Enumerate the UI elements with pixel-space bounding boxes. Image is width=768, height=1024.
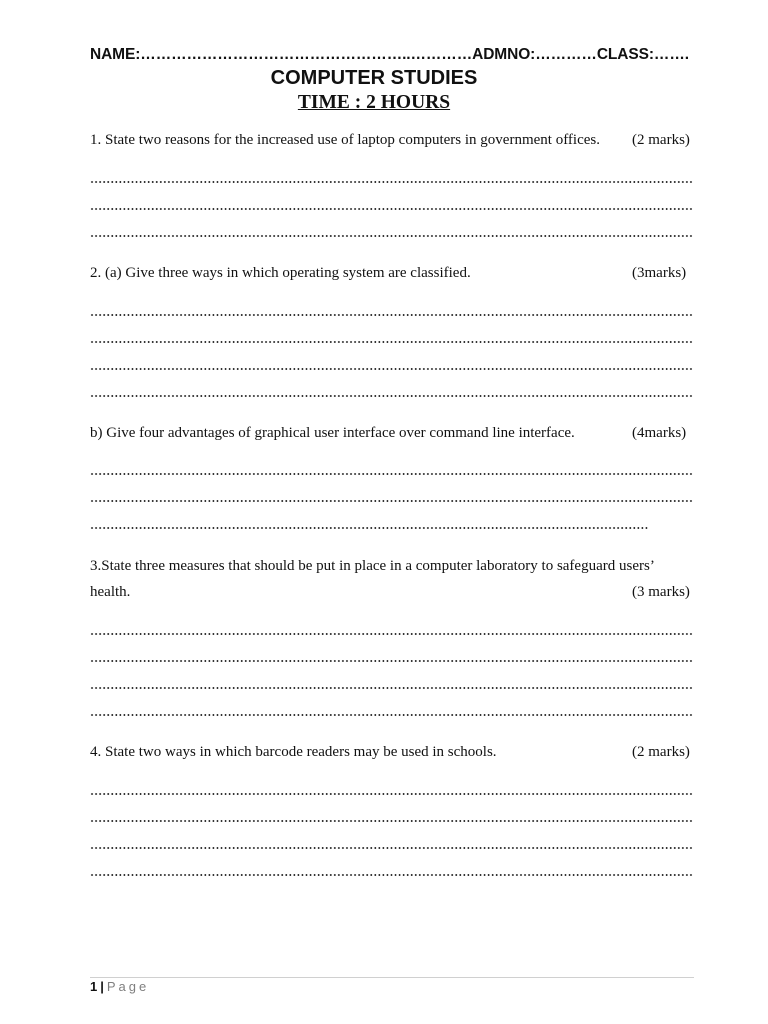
- question-2a: [90, 260, 692, 286]
- answer-line[interactable]: [90, 395, 693, 397]
- student-details-line: NAME:……………………………………………..…………ADMNO:…………CLASS:…….: [90, 46, 689, 63]
- answer-line[interactable]: [90, 660, 693, 662]
- question-2b: [90, 420, 692, 446]
- question-text: b) Give four advantages of graphical user interface over command line interface.: [90, 425, 575, 441]
- footer-separator: |: [100, 979, 104, 994]
- answer-line[interactable]: [90, 208, 693, 210]
- question-3-continued: [90, 579, 692, 605]
- question-marks: (2 marks): [632, 132, 690, 148]
- question-marks: (3 marks): [632, 584, 690, 600]
- question-4: [90, 739, 692, 765]
- page-footer: [90, 979, 149, 994]
- answer-line[interactable]: [90, 235, 693, 237]
- answer-line[interactable]: [90, 793, 693, 795]
- question-text: 2. (a) Give three ways in which operating system are classified.: [90, 265, 471, 281]
- answer-line[interactable]: [90, 874, 693, 876]
- page-label: Page: [106, 979, 150, 994]
- question-marks: (4marks): [632, 425, 687, 441]
- question-text: 4. State two ways in which barcode readers may be used in schools.: [90, 744, 497, 760]
- question-text: health.: [90, 584, 131, 600]
- question-3: [90, 553, 692, 579]
- answer-line[interactable]: [90, 500, 693, 502]
- answer-line[interactable]: [90, 633, 693, 635]
- answer-line[interactable]: [90, 314, 693, 316]
- question-text: 3.State three measures that should be put in place in a computer laboratory to safeguard users’: [90, 558, 655, 574]
- answer-line[interactable]: [90, 687, 693, 689]
- exam-title: COMPUTER STUDIES: [270, 67, 478, 89]
- answer-line[interactable]: [90, 820, 693, 822]
- question-marks: (2 marks): [632, 744, 690, 760]
- answer-line[interactable]: [90, 341, 693, 343]
- page-number: 1: [90, 979, 98, 994]
- footer-divider: [90, 977, 694, 978]
- answer-line[interactable]: [90, 368, 693, 370]
- question-marks: (3marks): [632, 265, 687, 281]
- exam-duration: TIME : 2 HOURS: [297, 92, 451, 113]
- answer-line[interactable]: [90, 181, 693, 183]
- answer-line[interactable]: [90, 527, 648, 529]
- answer-line[interactable]: [90, 473, 693, 475]
- answer-line[interactable]: [90, 847, 693, 849]
- question-1: [90, 127, 692, 153]
- answer-line[interactable]: [90, 714, 693, 716]
- question-text: 1. State two reasons for the increased use of laptop computers in government offices.: [90, 132, 600, 148]
